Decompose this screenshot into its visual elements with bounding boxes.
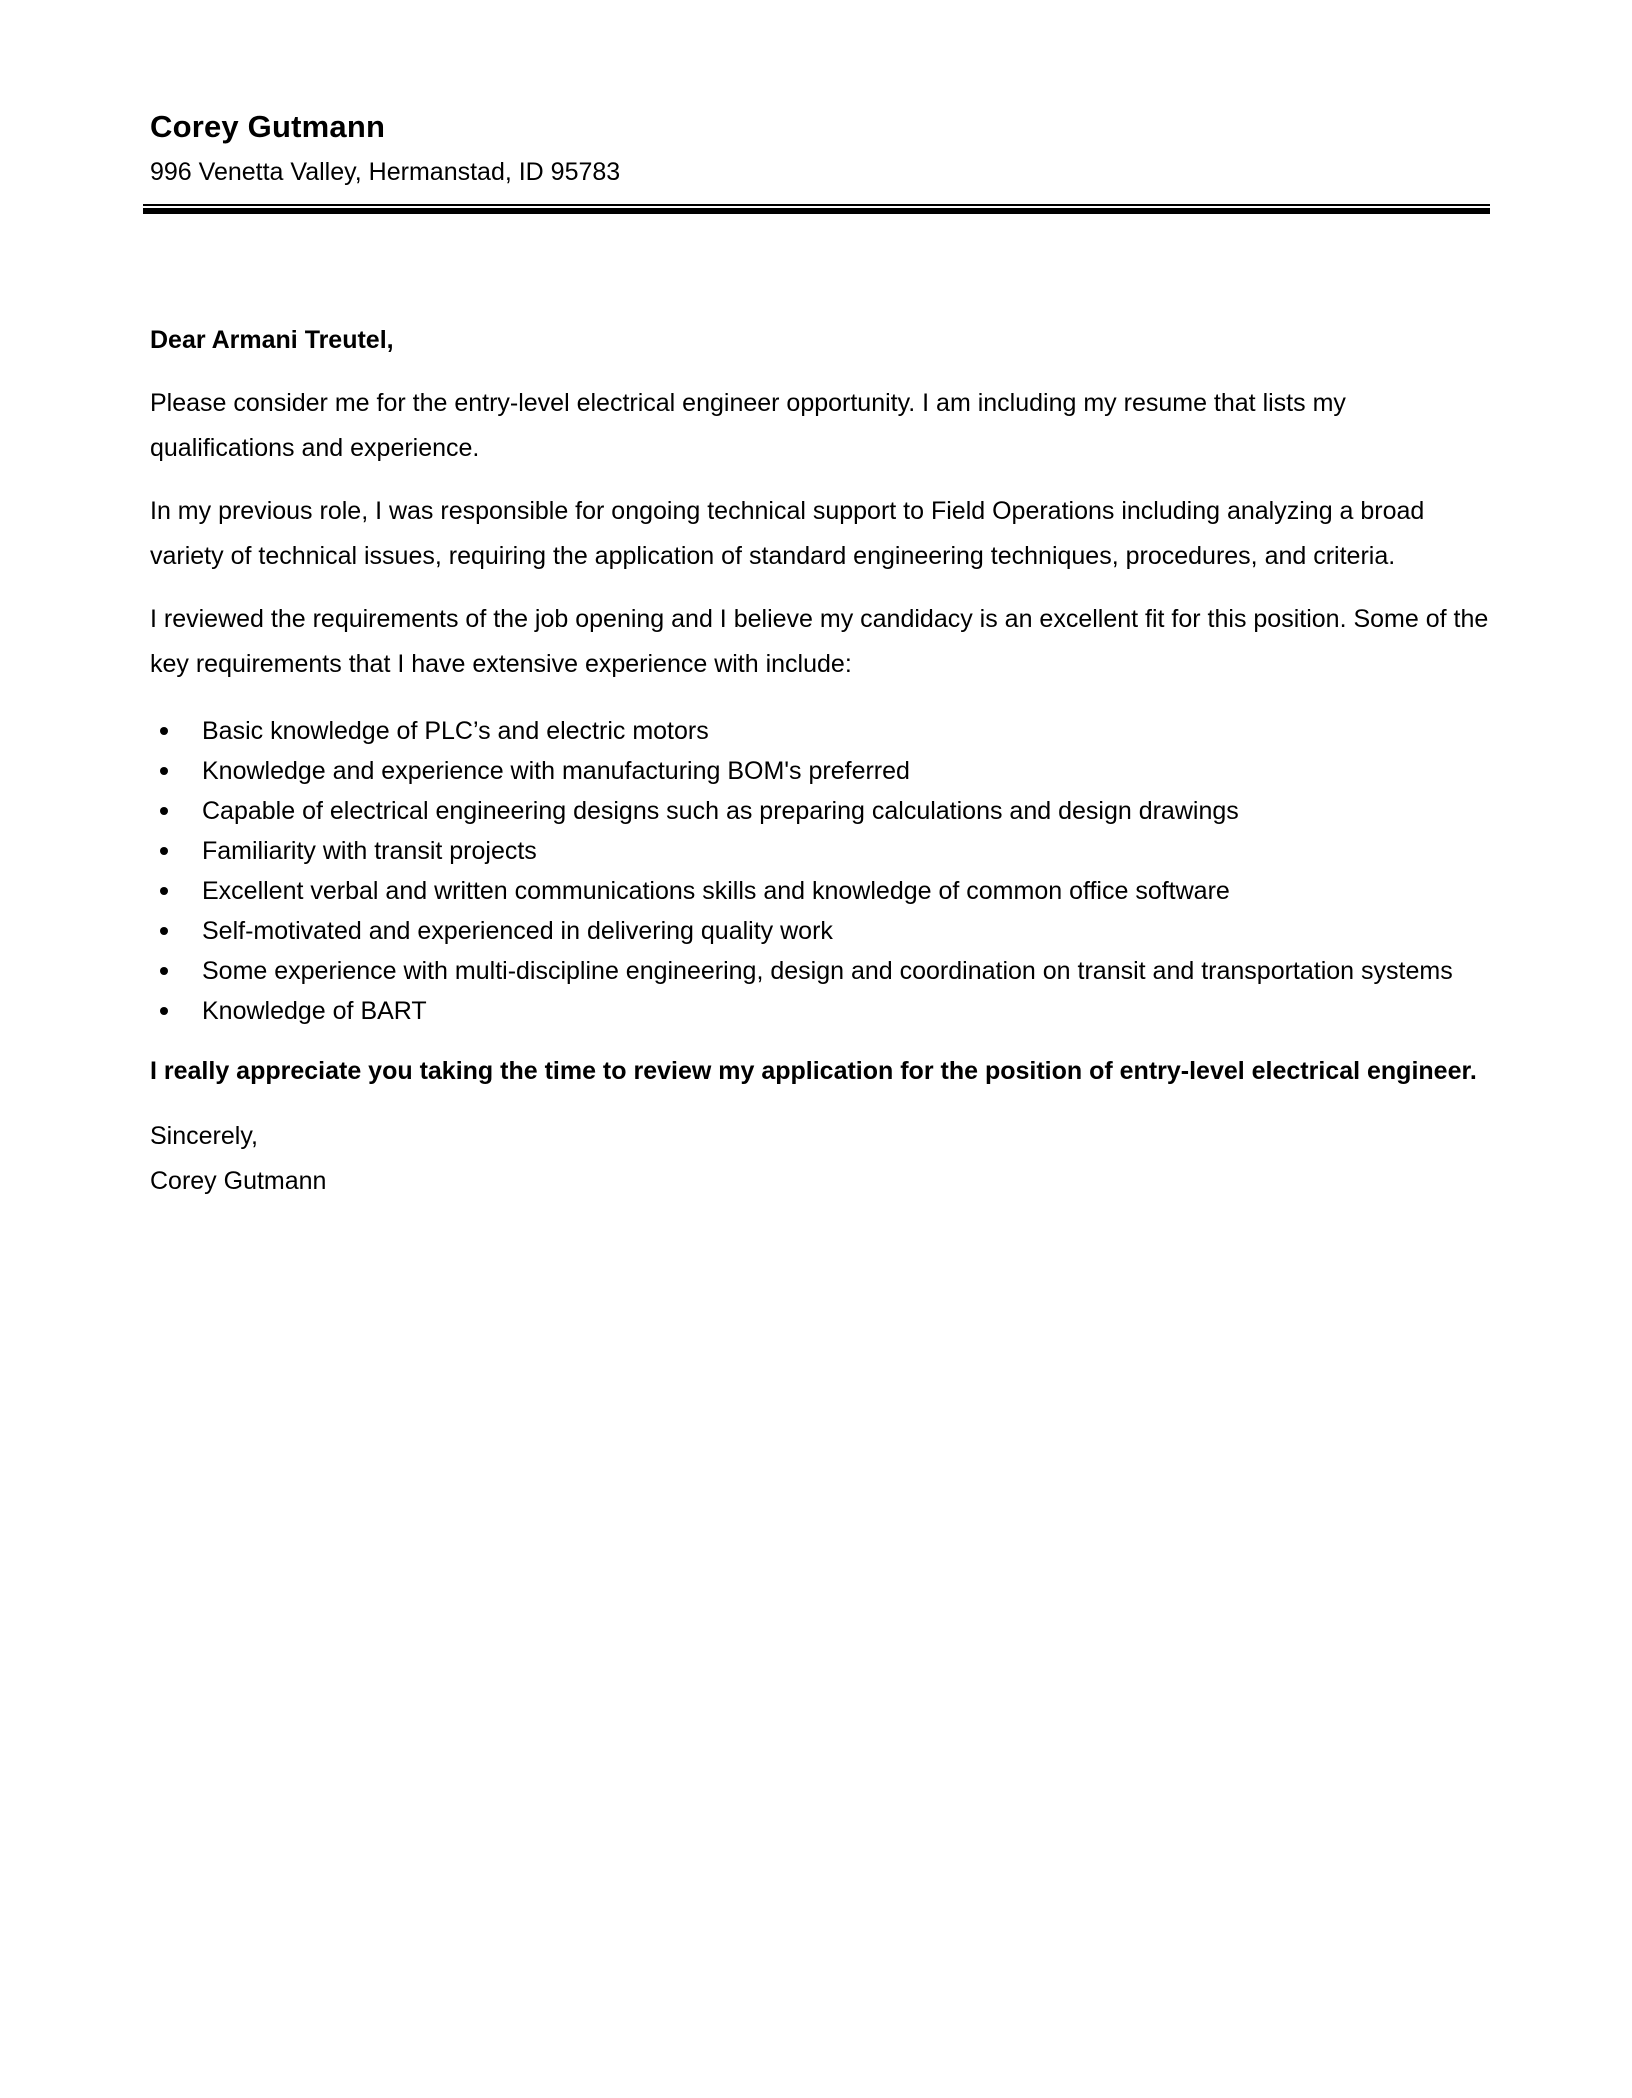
signoff-block bbox=[150, 1114, 1490, 1204]
requirement-text: Self-motivated and experienced in delivering quality work bbox=[202, 917, 833, 945]
cover-letter-page bbox=[150, 0, 1490, 1204]
requirement-text: Excellent verbal and written communications skills and knowledge of common office software bbox=[202, 877, 1230, 905]
requirement-item bbox=[202, 871, 1490, 911]
letter-body bbox=[150, 381, 1490, 1204]
requirement-text: Knowledge and experience with manufacturing BOM's preferred bbox=[202, 757, 910, 785]
requirement-item bbox=[202, 831, 1490, 871]
header-divider-rule bbox=[143, 204, 1490, 214]
body-paragraph: Please consider me for the entry-level electrical engineer opportunity. I am including my resume that lists my qualifications and experience. bbox=[150, 389, 1346, 462]
requirement-item bbox=[202, 991, 1490, 1031]
bullet-icon bbox=[160, 767, 168, 775]
requirement-item bbox=[202, 951, 1490, 991]
requirement-text: Basic knowledge of PLC’s and electric motors bbox=[202, 717, 709, 745]
bullet-icon bbox=[160, 727, 168, 735]
requirement-text: Familiarity with transit projects bbox=[202, 837, 537, 865]
intro-paragraphs bbox=[150, 381, 1490, 687]
bullet-icon bbox=[160, 967, 168, 975]
sender-name: Corey Gutmann bbox=[150, 109, 386, 144]
bullet-icon bbox=[160, 1007, 168, 1015]
requirement-item bbox=[202, 711, 1490, 751]
requirement-item bbox=[202, 911, 1490, 951]
requirement-text: Capable of electrical engineering designs such as preparing calculations and design drawings bbox=[202, 797, 1239, 825]
body-paragraph: I reviewed the requirements of the job opening and I believe my candidacy is an excellent fit for this position. Some of the key requirements that I have extensive experience with include: bbox=[150, 605, 1489, 678]
requirements-list bbox=[150, 711, 1490, 1031]
signature-name: Corey Gutmann bbox=[150, 1167, 327, 1195]
signoff: Sincerely, bbox=[150, 1122, 258, 1150]
requirement-text: Some experience with multi-discipline engineering, design and coordination on transit and transportation systems bbox=[202, 957, 1453, 985]
requirement-text: Knowledge of BART bbox=[202, 997, 427, 1025]
closing-statement: I really appreciate you taking the time to review my application for the position of entry-level electrical engineer. bbox=[150, 1057, 1477, 1085]
letter-header bbox=[150, 108, 1490, 214]
requirement-item bbox=[202, 751, 1490, 791]
salutation: Dear Armani Treutel, bbox=[150, 326, 394, 354]
bullet-icon bbox=[160, 847, 168, 855]
bullet-icon bbox=[160, 887, 168, 895]
sender-address: 996 Venetta Valley, Hermanstad, ID 95783 bbox=[150, 158, 621, 186]
bullet-icon bbox=[160, 807, 168, 815]
requirement-item bbox=[202, 791, 1490, 831]
bullet-icon bbox=[160, 927, 168, 935]
body-paragraph: In my previous role, I was responsible for ongoing technical support to Field Operations including analyzing a broad variety of technical issues, requiring the application of standard engineering techniques, procedures, and criteria. bbox=[150, 497, 1425, 570]
